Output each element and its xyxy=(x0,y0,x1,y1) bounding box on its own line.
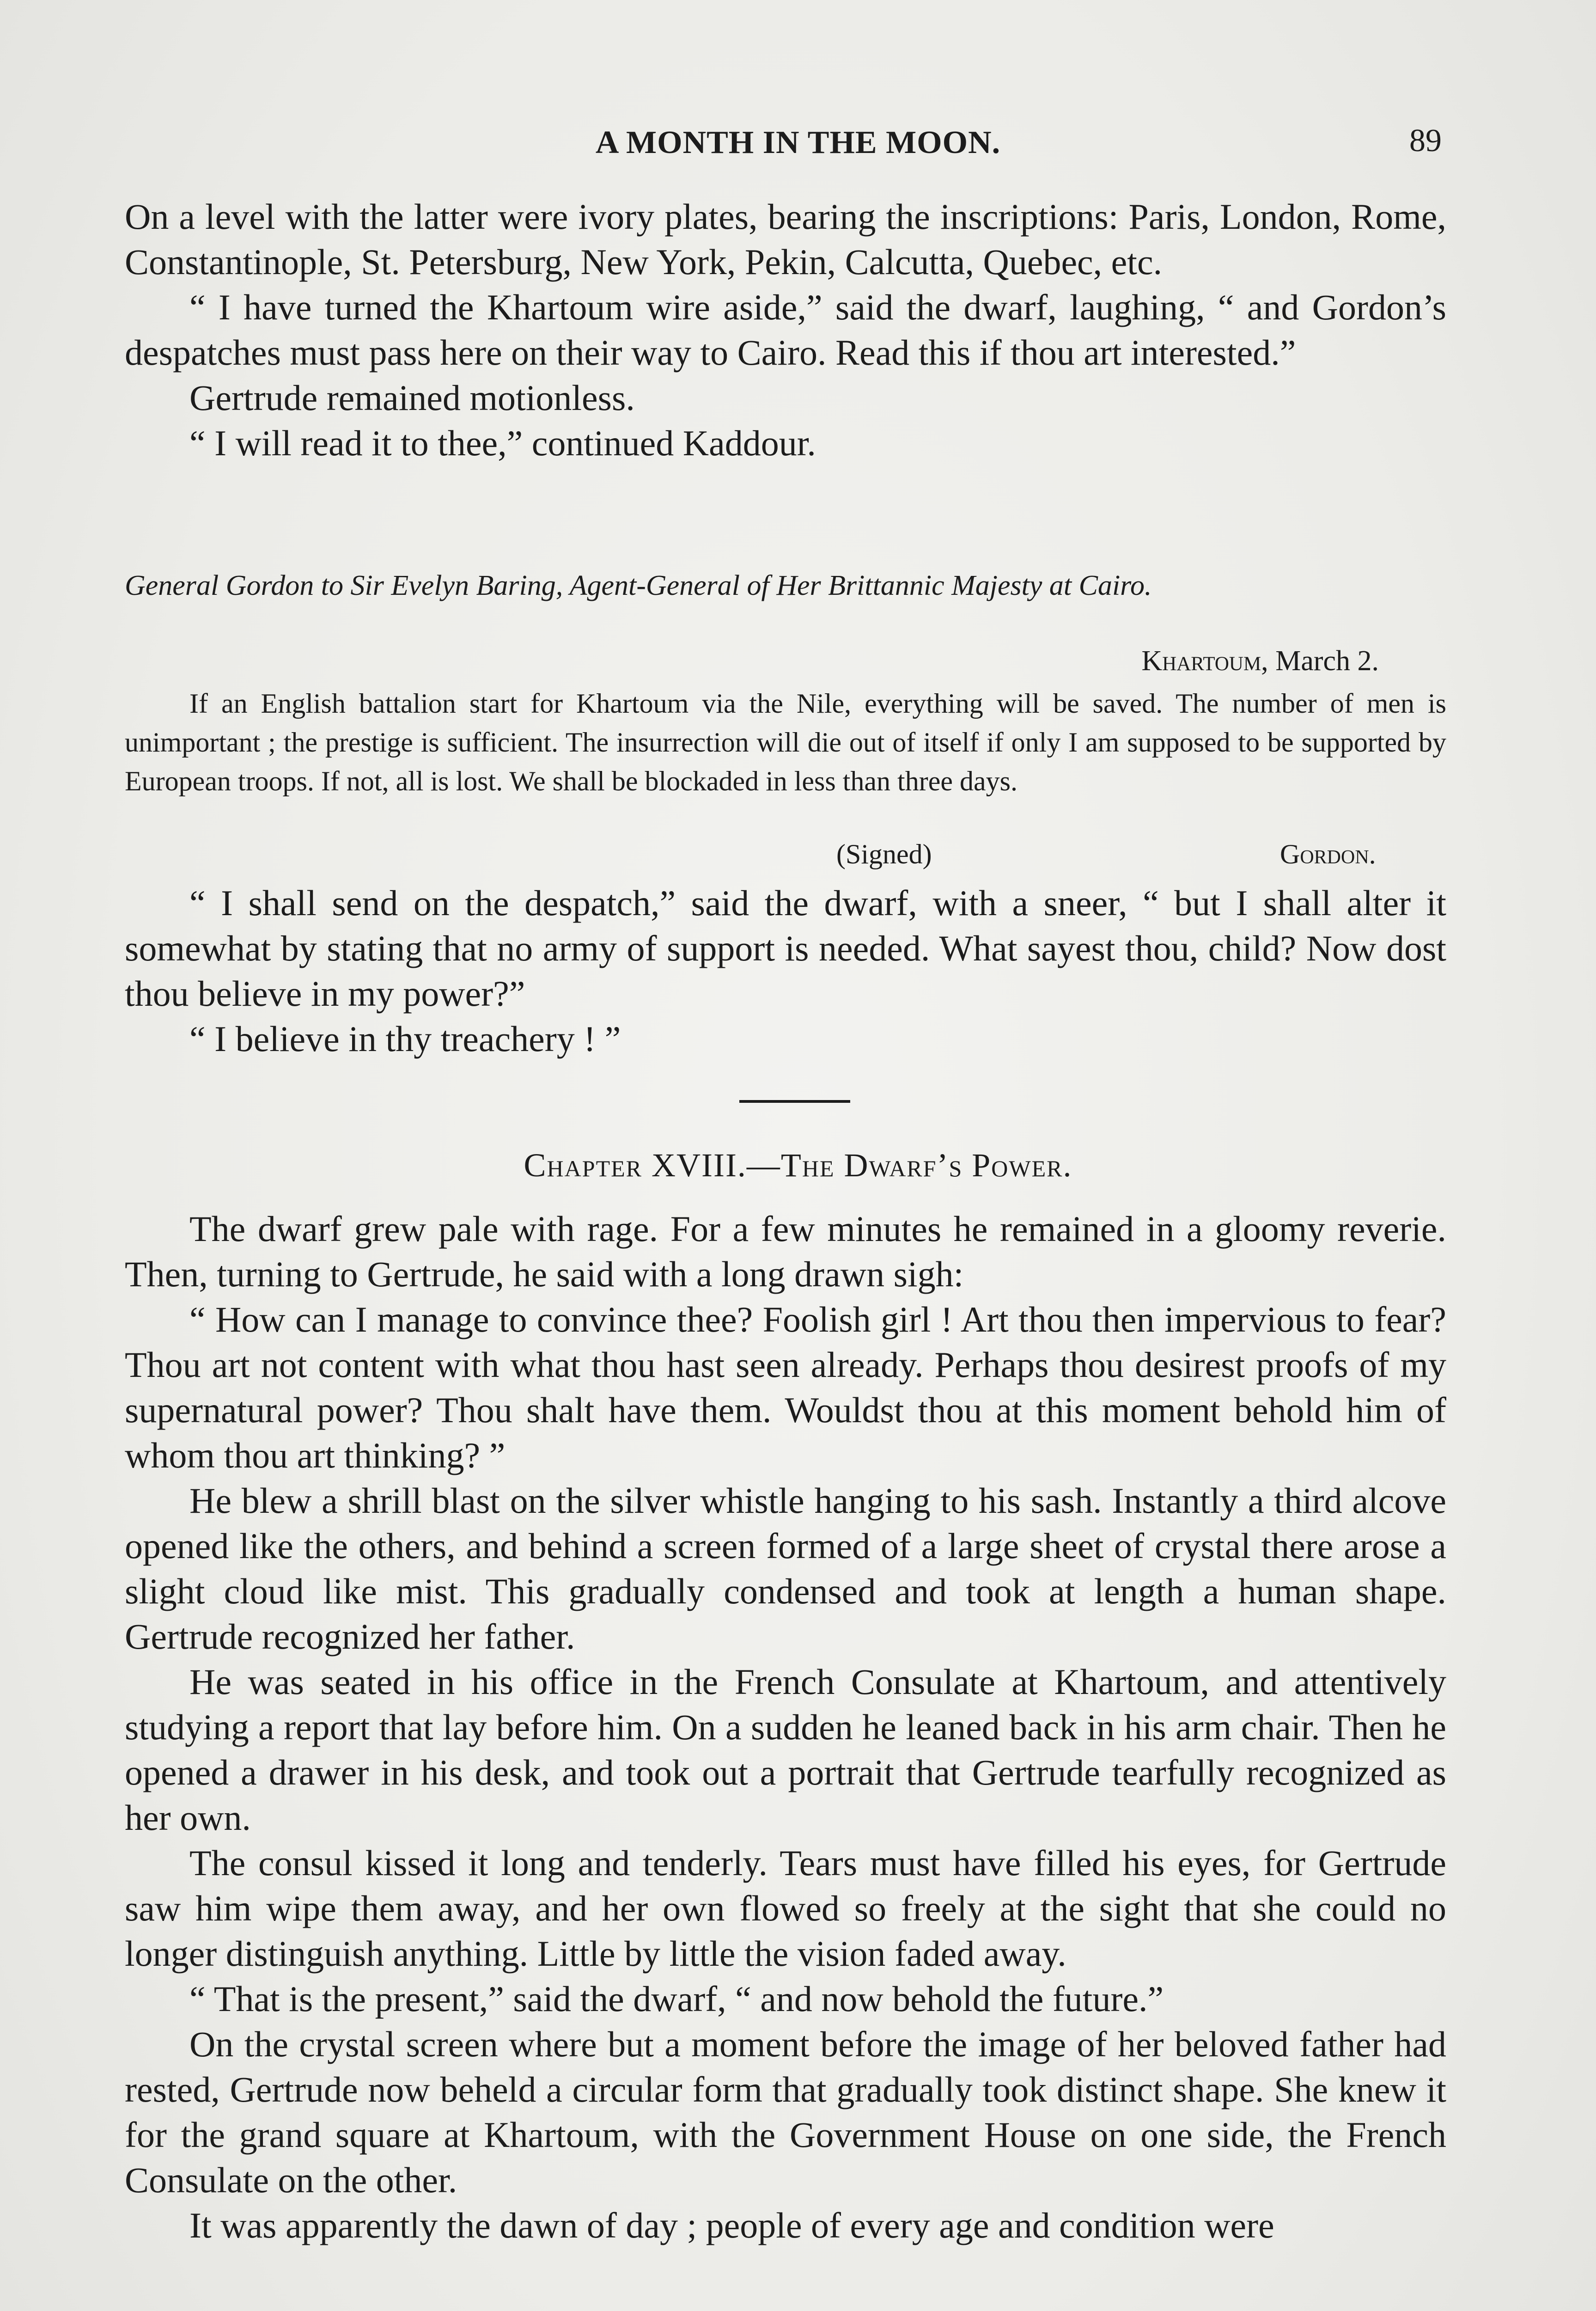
opening-text xyxy=(125,194,1446,466)
paragraph: “ How can I manage to convince thee? Foolish girl ! Art thou then impervious to fear? Thou art not content with what thou hast seen already. Perhaps thou desirest proofs of my supernatural power? Thou shalt have them. Wouldst thou at this moment behold him of whom thou art thinking? ” xyxy=(125,1299,1446,1475)
paragraph: He blew a shrill blast on the silver whistle hanging to his sash. Instantly a third alcove opened like the others, and behind a screen formed of a large sheet of crystal there arose a slight cloud like mist. This gradually condensed and took at length a human shape. Gertrude recognized her father. xyxy=(125,1480,1446,1657)
paragraph: On a level with the latter were ivory plates, bearing the inscriptions: Paris, London, Rome, Constantinople, St. Petersburg, New York, Pekin, Calcutta, Quebec, etc. xyxy=(125,196,1446,282)
chapter-heading: Chapter XVIII.—The Dwarf’s Power. xyxy=(524,1147,1072,1184)
paragraph: Gertrude remained motionless. xyxy=(189,378,635,418)
page-number: 89 xyxy=(1409,123,1442,159)
paragraph: He was seated in his office in the French Consulate at Khartoum, and attentively studying a report that lay before him. On a sudden he leaned back in his arm chair. Then he opened a drawer in his desk, and took out a portrait that Gertrude tearfully recognized as her own. xyxy=(125,1662,1446,1838)
paragraph: It was apparently the dawn of day ; people of every age and condition were xyxy=(189,2205,1274,2245)
running-title: A MONTH IN THE MOON. xyxy=(595,125,1001,160)
paragraph: “ That is the present,” said the dwarf, “ and now behold the future.” xyxy=(189,1979,1164,2019)
post-letter-text xyxy=(125,880,1446,1062)
paragraph: “ I will read it to thee,” continued Kaddour. xyxy=(189,423,816,463)
letter-heading: General Gordon to Sir Evelyn Baring, Agent-General of Her Brittannic Majesty at Cairo. xyxy=(125,570,1152,601)
chapter-text xyxy=(125,1206,1446,2248)
letter-place-date xyxy=(1141,642,1379,679)
paragraph: The dwarf grew pale with rage. For a few minutes he remained in a gloomy reverie. Then, turning to Gertrude, he said with a long drawn sigh: xyxy=(125,1209,1446,1294)
paragraph: “ I have turned the Khartoum wire aside,” said the dwarf, laughing, “ and Gordon’s despatches must pass here on their way to Cairo. Read this if thou art interested.” xyxy=(125,287,1446,373)
paragraph: “ I shall send on the despatch,” said the dwarf, with a sneer, “ but I shall alter it somewhat by stating that no army of support is needed. What sayest thou, child? Now dost thou believe in my power?” xyxy=(125,883,1446,1014)
letter-body xyxy=(125,684,1446,801)
section-divider xyxy=(739,1100,850,1103)
paragraph: On the crystal screen where but a moment before the image of her beloved father had rested, Gertrude now beheld a circular form that gradually took distinct shape. She knew it for the grand square at Khartoum, with the Government House on one side, the French Consulate on the other. xyxy=(125,2024,1446,2200)
letter-text: If an English battalion start for Khartoum via the Nile, everything will be saved. The number of men is unimportant ; the prestige is sufficient. The insurrection will die out of itself if only I am supposed to be supported by European troops. If not, all is lost. We shall be blockaded in less than three days. xyxy=(125,688,1446,796)
letter-date: March 2. xyxy=(1275,645,1379,677)
signer-name: Gordon. xyxy=(1280,839,1376,869)
paragraph: “ I believe in thy treachery ! ” xyxy=(189,1019,621,1059)
signed-label: (Signed) xyxy=(836,839,932,869)
paragraph: The consul kissed it long and tenderly. Tears must have filled his eyes, for Gertrude saw him wipe them away, and her own flowed so freely at the sight that she could no longer distinguish anything. Little by little the vision faded away. xyxy=(125,1843,1446,1974)
running-header xyxy=(0,118,1596,169)
letter-place: Khartoum, xyxy=(1141,645,1268,677)
